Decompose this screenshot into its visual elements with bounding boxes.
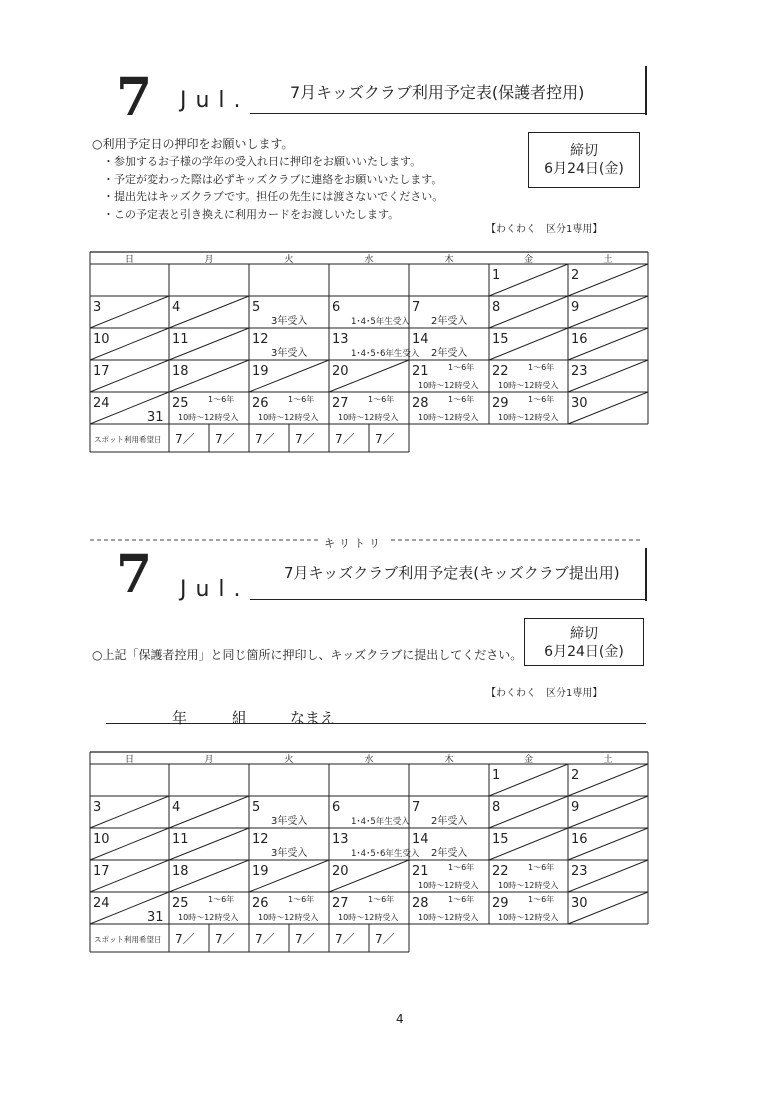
day-number: 1 [492, 768, 501, 783]
weekday-header: 金 [523, 255, 534, 265]
spot-cell: 7／ [215, 432, 235, 446]
day-number: 17 [93, 364, 110, 379]
receive-note: 1･4･5年生受入 [351, 817, 410, 827]
day-number: 5 [252, 300, 261, 315]
time-range: 10時～12時受入 [258, 413, 319, 422]
note-item: ・この予定表と引き換えに利用カードをお渡しいたします。 [103, 207, 400, 221]
diagonal-slash [90, 296, 169, 328]
spot-cell: 7／ [295, 932, 315, 946]
day-number: 24 [93, 896, 110, 911]
day-number: 8 [492, 800, 501, 815]
grade-range: 1～6年 [528, 895, 555, 904]
receive-note: 3年受入 [271, 316, 308, 327]
receive-note: 2年受入 [431, 816, 468, 827]
time-range: 10時～12時受入 [498, 413, 559, 422]
day-number: 3 [93, 300, 102, 315]
spot-cell: 7／ [175, 432, 195, 446]
day-number: 26 [252, 896, 269, 911]
receive-note: 3年受入 [271, 848, 308, 859]
day-number: 28 [412, 896, 429, 911]
day-number: 15 [492, 832, 509, 847]
deadline-date: 6月24日(金) [544, 161, 624, 177]
day-number: 12 [252, 832, 269, 847]
time-range: 10時～12時受入 [418, 913, 479, 922]
grade-range: 1～6年 [368, 895, 395, 904]
page-title-bottom: 7月キッズクラブ利用予定表(キッズクラブ提出用) [284, 564, 620, 582]
day-number: 16 [571, 832, 588, 847]
spot-cell: 7／ [335, 932, 355, 946]
spot-cell: 7／ [375, 932, 395, 946]
time-range: 10時～12時受入 [418, 413, 479, 422]
grade-range: 1～6年 [528, 863, 555, 872]
grade-range: 1～6年 [528, 395, 555, 404]
day-number: 23 [571, 864, 588, 879]
note-item: ・予定が変わった際は必ずキッズクラブに連絡をお願いいたします。 [103, 172, 443, 186]
day-number: 4 [172, 300, 181, 315]
day-number: 10 [93, 332, 110, 347]
note-item: ・参加するお子様の学年の受入れ日に押印をお願いいたします。 [103, 155, 422, 168]
day-number: 20 [332, 864, 349, 879]
receive-note: 2年受入 [431, 848, 468, 859]
day-number: 13 [332, 832, 349, 847]
weekday-header: 木 [444, 255, 454, 265]
day-number: 27 [332, 896, 349, 911]
day-number: 25 [172, 896, 189, 911]
diagonal-slash [568, 264, 648, 296]
grade-range: 1～6年 [448, 363, 475, 372]
month-abbr: Jul. [180, 88, 250, 113]
receive-note: 1･4･5･6年生受入 [351, 849, 420, 859]
day-number: 18 [172, 864, 189, 879]
diagonal-slash [568, 796, 648, 828]
diagonal-slash [169, 296, 249, 328]
day-number: 28 [412, 396, 429, 411]
diagonal-slash [489, 264, 568, 296]
cut-label: キリトリ [318, 535, 390, 551]
time-range: 10時～12時受入 [498, 381, 559, 390]
deadline-label-bottom: 締切 [570, 626, 598, 642]
day-number: 19 [252, 864, 269, 879]
page-title: 7月キッズクラブ利用予定表(保護者控用) [290, 83, 585, 102]
spot-cell: 7／ [295, 432, 315, 446]
diagonal-slash [489, 796, 568, 828]
spot-cell: 7／ [175, 932, 195, 946]
spot-cell: 7／ [255, 432, 275, 446]
diagonal-slash [568, 296, 648, 328]
day-number: 26 [252, 396, 269, 411]
time-range: 10時～12時受入 [498, 881, 559, 890]
weekday-header: 月 [204, 255, 214, 265]
day-number: 9 [571, 300, 580, 315]
time-range: 10時～12時受入 [418, 881, 479, 890]
day-number: 29 [492, 396, 509, 411]
day-number: 7 [412, 300, 421, 315]
weekday-header: 日 [124, 255, 135, 265]
day-number: 13 [332, 332, 349, 347]
grade-range: 1～6年 [208, 395, 235, 404]
weekday-header: 水 [364, 755, 374, 765]
grade-range: 1～6年 [368, 395, 395, 404]
spot-label: スポット利用希望日 [94, 935, 162, 944]
grade-range: 1～6年 [448, 395, 475, 404]
day-number: 6 [332, 300, 341, 315]
day-number: 19 [252, 364, 269, 379]
title-underline-bottom [250, 599, 646, 600]
receive-note: 2年受入 [431, 348, 468, 359]
day-number: 23 [571, 364, 588, 379]
day-number: 5 [252, 800, 261, 815]
grade-range: 1～6年 [288, 395, 315, 404]
receive-note: 2年受入 [431, 316, 468, 327]
day-number: 21 [412, 364, 429, 379]
page-number: 4 [396, 1012, 404, 1026]
category-label: 【わくわく 区分1専用】 [486, 224, 603, 235]
day-number: 9 [571, 800, 580, 815]
weekday-header: 土 [603, 255, 613, 265]
diagonal-slash [568, 764, 648, 796]
receive-note: 3年受入 [271, 816, 308, 827]
title-bar-bottom [645, 548, 647, 601]
day-number: 17 [93, 864, 110, 879]
diagonal-slash [489, 764, 568, 796]
time-range: 10時～12時受入 [338, 413, 399, 422]
grade-range: 1～6年 [448, 863, 475, 872]
day-number: 12 [252, 332, 269, 347]
receive-note: 3年受入 [271, 348, 308, 359]
day-number: 16 [571, 332, 588, 347]
spot-cell: 7／ [215, 932, 235, 946]
class-label: 組 [232, 709, 248, 727]
receive-note: 1･4･5･6年生受入 [351, 349, 420, 359]
day-number: 2 [571, 768, 580, 783]
day-number: 22 [492, 864, 509, 879]
month-number-bottom: 7 [116, 544, 153, 605]
day-number: 10 [93, 832, 110, 847]
day-number: 27 [332, 396, 349, 411]
weekday-header: 土 [603, 755, 613, 765]
weekday-header: 日 [124, 755, 135, 765]
day-number: 31 [147, 410, 164, 425]
diagonal-slash [489, 296, 568, 328]
weekday-header: 木 [444, 755, 454, 765]
grade-range: 1～6年 [528, 363, 555, 372]
day-number: 2 [571, 268, 580, 283]
day-number: 7 [412, 800, 421, 815]
day-number: 8 [492, 300, 501, 315]
time-range: 10時～12時受入 [258, 913, 319, 922]
deadline-label: 締切 [570, 143, 598, 159]
day-number: 20 [332, 364, 349, 379]
day-number: 30 [571, 896, 588, 911]
weekday-header: 金 [523, 755, 534, 765]
diagonal-slash [90, 796, 169, 828]
day-number: 24 [93, 396, 110, 411]
day-number: 22 [492, 364, 509, 379]
weekday-header: 火 [284, 255, 294, 265]
day-number: 30 [571, 396, 588, 411]
grade-range: 1～6年 [288, 895, 315, 904]
name-label: なまえ [290, 709, 336, 727]
day-number: 11 [172, 332, 189, 347]
grade-range: 1～6年 [208, 895, 235, 904]
weekday-header: 月 [204, 755, 214, 765]
weekday-header: 火 [284, 755, 294, 765]
day-number: 15 [492, 332, 509, 347]
spot-label: スポット利用希望日 [94, 435, 162, 444]
time-range: 10時～12時受入 [338, 913, 399, 922]
time-range: 10時～12時受入 [418, 381, 479, 390]
day-number: 6 [332, 800, 341, 815]
spot-cell: 7／ [255, 932, 275, 946]
day-number: 21 [412, 864, 429, 879]
day-number: 14 [412, 832, 429, 847]
day-number: 1 [492, 268, 501, 283]
grade-range: 1～6年 [448, 895, 475, 904]
deadline-date-bottom: 6月24日(金) [544, 644, 624, 660]
time-range: 10時～12時受入 [498, 913, 559, 922]
day-number: 3 [93, 800, 102, 815]
day-number: 18 [172, 364, 189, 379]
time-range: 10時～12時受入 [178, 913, 239, 922]
receive-note: 1･4･5年生受入 [351, 317, 410, 327]
day-number: 25 [172, 396, 189, 411]
day-number: 4 [172, 800, 181, 815]
diagonal-slash [169, 796, 249, 828]
day-number: 14 [412, 332, 429, 347]
day-number: 31 [147, 910, 164, 925]
deadline-box-bottom [524, 618, 644, 666]
day-number: 29 [492, 896, 509, 911]
intro-text-bottom: ○上記「保護者控用」と同じ箇所に押印し、キッズクラブに提出してください。 [92, 648, 523, 662]
time-range: 10時～12時受入 [178, 413, 239, 422]
note-item: ・提出先はキッズクラブです。担任の先生には渡さないでください。 [103, 190, 444, 203]
day-number: 11 [172, 832, 189, 847]
weekday-header: 水 [364, 255, 374, 265]
spot-cell: 7／ [375, 432, 395, 446]
spot-cell: 7／ [335, 432, 355, 446]
month-abbr-bottom: Jul. [180, 577, 250, 602]
grade-label: 年 [172, 709, 188, 727]
category-label-bottom: 【わくわく 区分1専用】 [486, 688, 603, 699]
month-number: 7 [116, 67, 153, 128]
intro-text: ○利用予定日の押印をお願いします。 [92, 137, 294, 151]
